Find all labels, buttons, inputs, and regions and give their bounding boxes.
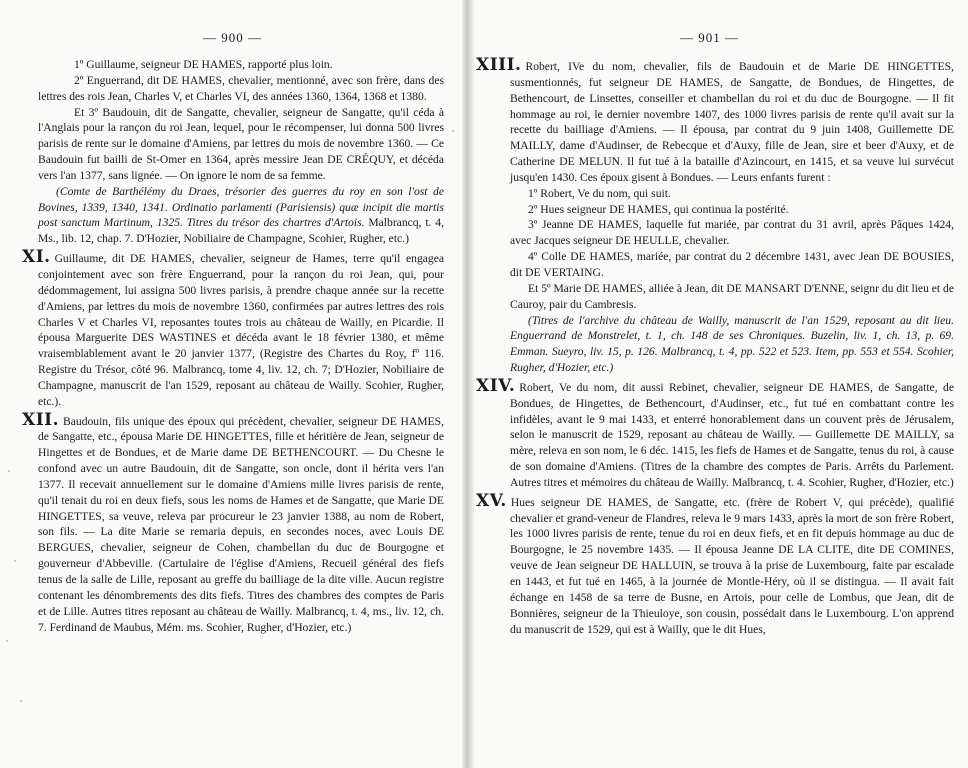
child-2: 2º Hues seigneur DE HAMES, qui continua la postérité.: [528, 202, 789, 216]
section-xii-text: Baudouin, fils unique des époux qui précèdent, chevalier, seigneur DE HAMES, de Sangatte, etc., épousa Marie DE HINGETTES, fille et héritière de Jean, seigneur de Hingettes et de Bondues, et de Marie dame DE BETHENCOURT. — Du Chesne le confond avec un autre Baudouin, dit de Sangatte, son oncle, dont il hérita vers l'an 1377. Il recevait annuellement sur le domaine d'Amiens mille livres parisis de rente, qu'il tenait du roi en deux fiefs, sous les noms de Hames et de Sangatte, que Marie DE HINGETTES, sa veuve, releva par procureur le 23 janvier 1388, au nom de Robert, son fils. — La dite Marie se remaria depuis, en secondes noces, avec Louis DE BERGUES, chevalier, seigneur de Cohen, chambellan du duc de Bourgogne et gouverneur d'Abbeville. (Cartulaire de l'église d'Amiens, Recueil général des fiefs tenus de la salle de Lille, reposant au greffe du bailliage de la dite ville. Aucun registre contenant les dénombrements des dits fiefs. Titres des chambres des comptes de Paris et de Lille. Autres titres reposant au château de Wailly. Malbrancq, t. 4, ms., liv. 12, ch. 7. Ferdinand de Maubus, Mém. ms. Scohier, Rugher, d'Hozier, etc.): [38, 414, 444, 634]
section-label-xv: XV.: [476, 490, 507, 511]
page-number-right: — 901 —: [680, 30, 739, 45]
paragraph-child-1: 1º Guillaume, seigneur DE HAMES, rapporté plus loin.: [74, 58, 333, 71]
source-note-2: (Titres de l'archive du château de Wailly, manuscrit de l'an 1529, reposant au dit lieu. Enguerrand de Monstrelet, t. 1, ch. 148 de ses Chroniques. Buzelin, liv. 1, ch. 13, p. 69. Emman. Sueyro, liv. 15, p. 126. Malbrancq, t. 4, pp. 522 et 523. Item, pp. 553 et 554. Scohier, Rugher, d'Hozier, etc.): [510, 313, 954, 375]
child-3: 3º Jeanne DE HAMES, laquelle fut mariée, par contrat du 31 avril, après Pâques 1424, avec Jacques seigneur DE HEULLE, chevalier.: [510, 218, 954, 248]
scan-speck: [14, 560, 16, 562]
right-page: [474, 0, 968, 768]
section-xv: [476, 490, 954, 638]
section-xiv: [476, 375, 954, 491]
paragraph-child-2: 2º Enguerrand, dit DE HAMES, chevalier, mentionné, avec son frère, dans des lettres des rois Jean, Charles V, et Charles VI, des années 1360, 1364, 1368 et 1380.: [38, 73, 444, 103]
section-label-xi: XI.: [22, 247, 51, 268]
scan-speck: [6, 640, 8, 642]
right-page-text: [476, 55, 954, 637]
section-xi-text: Guillaume, dit DE HAMES, chevalier, seigneur de Hames, terre qu'il engagea conjointement avec son frère Enguerrand, pour la rançon du roi Jean, qui, pour dédommagement, lui assigna 500 livres parisis, à prendre chaque année sur la recette d'Amiens, par lettres du mois de novembre 1360, confirmées par autres lettres des rois Charles V et Charles VI, reposantes toutes trois au château de Wailly, en Picardie. Il épousa Marguerite DES WASTINES et décéda avant le 18 février 1380, et même vraisemblablement avant le 20 janvier 1377, (Registre des Chartes du Roy, fº 116. Registre du Trésor, côté 96. Malbrancq, tome 4, liv. 12, ch. 7; D'Hozier, Nobiliaire de Champagne, manuscrit de l'an 1529, reposant au château de Wailly. Scohier, Rugher, etc.).: [38, 252, 444, 408]
section-label-xiv: XIV.: [476, 375, 516, 396]
child-5: Et 5º Marie DE HAMES, alliée à Jean, dit DE MANSART D'ENNE, seignr du dit lieu et de Cauroy, pair du Cambresis.: [510, 281, 954, 311]
source-note-rest: Malbrancq, t. 4, Ms., lib. 12, chap. 7. D'Hozier, Nobiliaire de Champagne, Scohier, Rugher, etc.): [38, 216, 444, 246]
paragraph-child-3: Et 3º Baudouin, dit de Sangatte, chevalier, seigneur de Sangatte, qu'il céda à l'Anglais pour la rançon du roi Jean, lequel, pour le récompenser, lui donna 500 livres parisis de rente sur le domaine d'Amiens, par lettres du mois de novembre 1360. — Ce Baudouin fut bailli de St-Omer en 1364, après messire Jean DE CRÉQUY, et décéda vers l'an 1377, sans lignée. — On ignore le nom de sa femme.: [38, 105, 444, 182]
left-page-text: [22, 57, 444, 635]
left-page: [0, 0, 465, 768]
child-4: 4º Colle DE HAMES, mariée, par contrat du 2 décembre 1431, avec Jean DE BOUSIES, dit DE VERTAING.: [510, 250, 954, 279]
page-number-left: — 900 —: [203, 30, 262, 45]
section-label-xiii: XIII.: [476, 55, 522, 75]
child-1: 1º Robert, Ve du nom, qui suit.: [528, 186, 671, 200]
section-xiii-text: Robert, IVe du nom, chevalier, fils de Baudouin et de Marie DE HINGETTES, susmentionnés, fut seigneur DE HAMES, de Sangatte, de Bondues, de Hingettes, de Bethencourt, de Linsettes, conseiller et chambellan du roi et du duc de Bourgogne. — Il fit hommage au roi, le dernier novembre 1407, des 1000 livres parisis de rente qu'il avait sur la recette du bailliage d'Amiens. — Il épousa, par contrat du 9 juin 1408, Guillemette DE MAILLY, dame d'Audinser, de Rebecque et d'Auxy, fille de Jean, sire et beer d'Auxy, et de Catherine DE MELUN. Il fut tué à la bataille d'Azincourt, en 1415, et sa veuve lui survécut jusqu'en 1430. Ces époux gisent à Bondues. — Leurs enfants furent :: [510, 60, 954, 184]
scan-speck: [8, 470, 10, 472]
section-xiii: [476, 55, 954, 186]
section-xii: [22, 409, 444, 636]
scan-speck: [452, 130, 454, 132]
section-xiv-text: Robert, Ve du nom, dit aussi Rebinet, chevalier, seigneur DE HAMES, de Sangatte, de Bondues, de Hingettes, de Bethencourt, d'Audinser, etc., fut tué en combattant contre les infidèles, avant le 9 mai 1433, et enterré honorablement dans un couvent près de Jérusalem, selon le manuscrit de 1529, reposant au château de Wailly. — Guillemette DE MAILLY, sa mère, releva en son nom, le 6 déc. 1415, les fiefs de Hames et de Sangatte, tenus du roi, à cause de son domaine d'Amiens. (Titres de la chambre des comptes de Paris. Arrêts du Parlement. Autres titres et mémoires du château de Wailly. Malbrancq, t. 4. Scohier, Rugher, d'Hozier, etc.): [510, 380, 954, 489]
book-gutter: [462, 0, 474, 768]
section-xv-text: Hues seigneur DE HAMES, de Sangatte, etc. (frère de Robert V, qui précède), qualifié chevalier et grand-veneur de Flandres, releva le 9 mars 1433, après la mort de son frère Robert, les 1000 livres parisis de rente, tenue du roi en deux fiefs, et en fit depuis hommage au duc de Bourgogne, le 25 novembre 1435. — Il épousa Jeanne DE LA CLITE, dite DE COMINES, veuve de Jean seigneur DE HALLUIN, se trouva à la prise de Luxembourg, faite par escalade en 1443, et fut tué en 1465, à la journée de Montle-Héry, où il se distingua. — Il avait fait échange en 1458 de sa terre de Busne, en Artois, pour celle de Lombus, que Jean, dit de Bonnières, seigneur de la Thieuloye, son cousin, possédait dans le Luxembourg. L'on apprend du manuscrit de 1529, qui est à Wailly, que le dit Hues,: [510, 495, 954, 636]
scan-speck: [20, 700, 22, 702]
source-note-1: [38, 184, 444, 247]
source-note-italic: (Comte de Barthélémy du Draes, trésorier des guerres du roy en son l'ost de Bovines, 1339, 1340, 1341. Ordinatio parlamenti (Parisiensis) quæ incipit die martis post sanctum Martinum, 1325. Titres du trésor des chartres d'Artois.: [38, 184, 444, 230]
section-xi: [22, 247, 444, 409]
section-label-xii: XII.: [22, 409, 60, 430]
